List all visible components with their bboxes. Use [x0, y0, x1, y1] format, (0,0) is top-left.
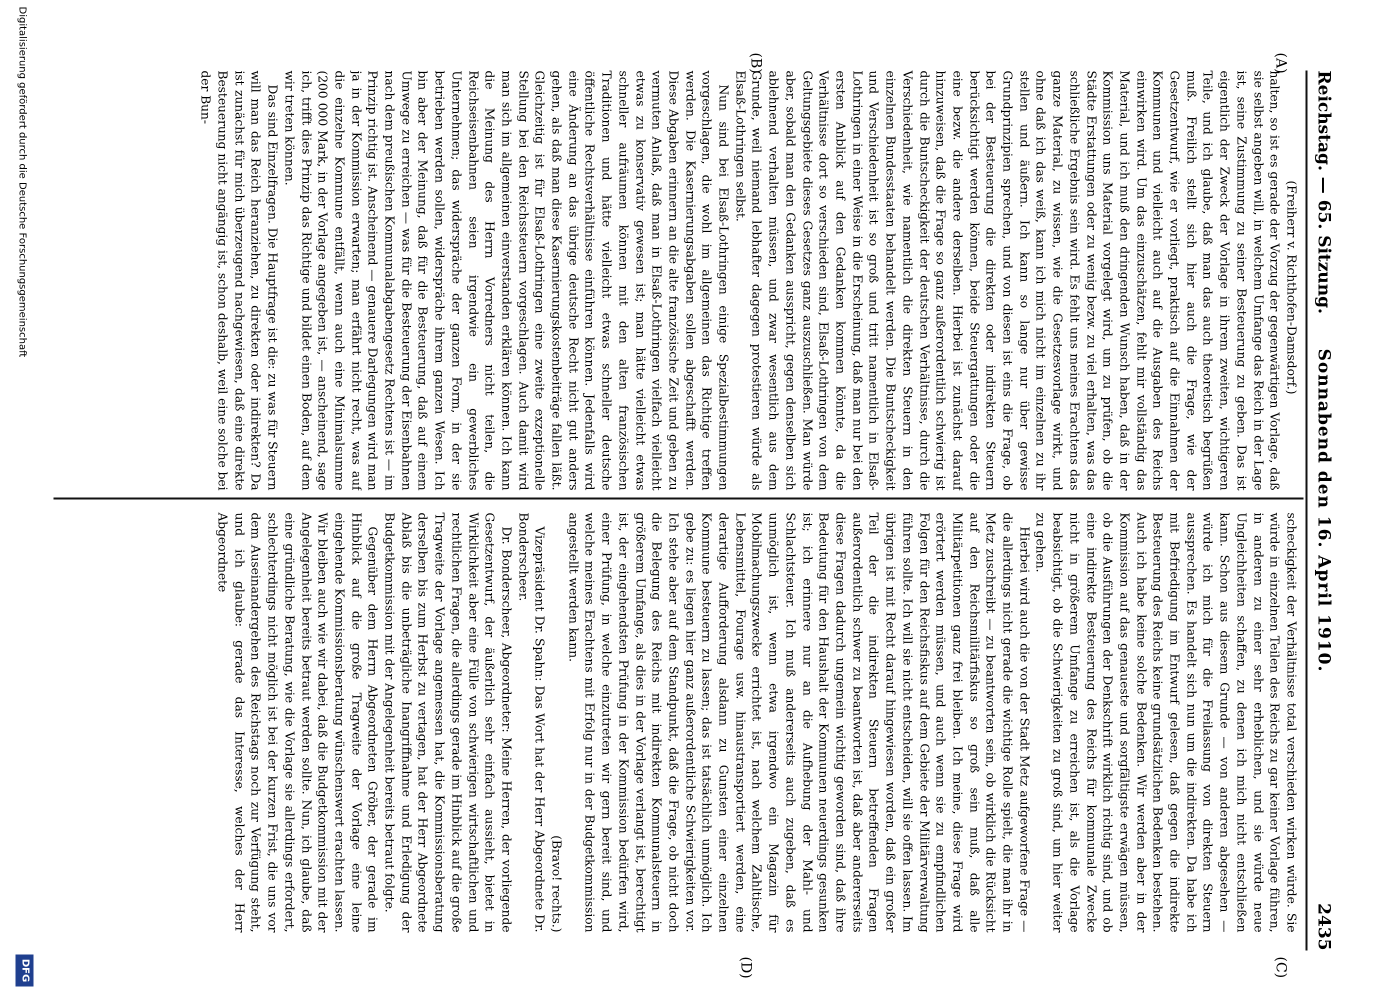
dfg-logo: DFG	[15, 955, 33, 987]
page	[0, 1, 1383, 1001]
right-paragraph: Hierbei wird auch die von der Stadt Metz aufgeworfene Frage — die allerdings nicht gerade die wichtige Rolle spielt, die man ihr in Metz zuschreibt — zu beantworten sein, ob wirklich die Rücksicht auf den Reichsmilitärfiskus so groß sein muß, daß alle Militärpetitionen ganz frei bleiben. Ich meine, diese Frage wird erörtert werden müssen, und auch wenn sie zu empfindlichen Folgen für den Reichsfiskus auf dem Gebiete der Militärverwaltung führen sollte. Ich will sie nicht entscheiden, will sie offen lassen. Im übrigen ist mit Recht darauf hingewiesen worden, daß ein großer Teil der die indirekten Steuern betreffenden Fragen außerordentlich schwer zu beantworten ist, daß aber andererseits diese Fragen dadurch ungemein wichtig geworden sind, daß ihre Bedeutung für den Haushalt der Kommunen neuerdings gesunken ist; ich erinnere nur an die Aufhebung der Mahl- und Schlachtsteuer. Ich muß andererseits auch zugeben, daß es unmöglich ist, wenn etwa irgendwo ein Magazin für Mobilmachungszwecke errichtet ist, nach welchem Zahltische, Lebensmittel, Fourage usw. hinaustransportiert werden, eine derartige Aufforderung alsdann zu Gunsten einer einzelnen Kommune besteuern zu lassen; das ist tatsächlich unmöglich. Ich gebe zu: es liegen hier ganz außerordentliche Schwierigkeiten vor. Ich stehe aber auf dem Standpunkt, daß die Frage, ob nicht doch die Belegung des Reichs mit indirekten Kommunalsteuern in größerem Umfange, als dies in der Vorlage verlangt ist, berechtigt ist, der eingehendsten Prüfung in der Kommission bedürfen wird, einer Prüfung, in welche einzutreten wir gern bereit sind, und welche meines Erachtens mit Erfolg nur in der Budgetkommission angestellt werden kann.	[565, 512, 1031, 933]
margin-mark-a: (A)	[1272, 52, 1288, 74]
margin-mark-c: (C)	[1272, 956, 1288, 979]
sponsor-footer	[5, 7, 35, 987]
header-left: Reichstag. — 65. Sitzung.	[1313, 70, 1333, 314]
margin-mark-d: (D)	[737, 956, 753, 979]
page-number: 2435	[1313, 903, 1333, 951]
page-header	[1307, 71, 1333, 951]
left-paragraph: Nun sind bei Elsaß-Lothringen einige Spezialbestimmungen vorgeschlagen, die wohl im allgemeinen das Richtige treffen werden. Die Kasernierungsabgaben sollen abgeschafft werden. Diese Abgaben erinnern an die alte französische Zeit und geben zu vermuten Anlaß, daß man in Elsaß-Lothringen vielfach vielleicht etwas zu konservativ gewesen ist; man hätte vielleicht etwas schneller aufräumen können mit den alten französischen Traditionen und hätte vielleicht etwas schneller deutsche öffentliche Rechtsverhältnisse einführen können. Jedenfalls wird eine Änderung an das übrige deutsche Recht nicht gut anders gehen, als daß man diese Kasernierungskostenbeiträge fallen läßt. Gleichzeitig ist für Elsaß-Lothringen eine zweite exzeptionelle Stellung bei den Reichssteuern vorgeschlagen. Auch damit wird man sich im allgemeinen einverstanden erklären können. Ich kann die Meinung des Herrn Vorredners nicht teilen, die Reichseisenbahnen seien irgendwie ein gewerbliches Unternehmen; das widerspräche der ganzen Form, in der sie betrieben werden sollen, widerspräche ihrem ganzen Wesen. Ich bin aber der Meinung, daß für die Besteuerung, daß auf einem Umwege zu erreichen — was für die Besteuerung der Eisenbahnen nach dem preußischen Kommunalabgabengesetz Rechtens ist — im Prinzip richtig ist. Anscheinend — genauere Darlegungen wird man ja in der Kommission erwarten; man erfährt nicht recht, was auf die einzelne Kommune entfällt, wenn auch eine Minimalsumme (200 000 Mark, in der Vorlage angegeben ist, — anscheinend, sage ich, trifft dies Prinzip das Richtige und bildet einen Boden, auf dem wir treten können.	[281, 70, 731, 491]
applause-note: (Bravo! rechts.)	[549, 835, 564, 933]
speaker-intro: Dr. Bonderscheer, Abgeordneter: Meine Herren, der vorliegende Gesetzentwurf, der äußerlich sehr einfach aussieht, bietet in Wirklichkeit aber eine Fülle von schwierigen wirtschaftlichen und rechtlichen Fragen, die allerdings gerade im Hinblick auf die große Tragweite der Vorlage angemessen hat, die Kommissionsberatung derselben bis zum Herbst zu vertagen, hat der Herr Abgeordnete Ablaß bis die unbeträgliche Inangriffnahme und Erledigung der Budgetkommission mit der Angelegenheit bereits betraut folgte.	[382, 512, 513, 933]
header-date: Sonnabend den 16. April 1910.	[1313, 348, 1333, 673]
vice-president-line: Vizepräsident Dr. Spahn: Das Wort hat der Herr Abgeordnete Dr. Bonderscheer.	[515, 512, 547, 933]
left-paragraph: Das sind Einzelfragen. Die Hauptfrage ist die: zu was für Steuern will man das Reich heranziehen, zu direkten oder indirekten? Da ist zunächst für mich überzeugend nachgewiesen, daß eine direkte Besteuerung nicht angängig ist, schon deshalb, weil eine solche bei der Bun-	[198, 70, 280, 491]
right-paragraph: Gegenüber dem Herrn Abgeordneten Gröber, der gerade im Hinblick auf die große Tragweite der Vorlage eine leine eingehende Kommissionsberatung wünschenswert erachten lassen. Wir bleiben auch wie wir dabei, daß die Budgetkommission mit der Angelegenheit bereits betraut werden sollte. Nun, ich glaube, daß eine gründliche Beratung, wie die Vorlage sie allerdings erfordert, schlechterdings nicht möglich ist bei der kurzen Frist, die uns vor dem Auseinandergehen des Reichstags noch zur Verfügung steht, und ich glaube: gerade das Interesse, welches der Herr Abgeordnete	[215, 512, 380, 933]
left-paragraph: halten, so ist es gerade der Vorzug der gegenwärtigen Vorlage, daß sie selbst angeben will, in welchem Umfange das Reich in der Lage ist, seine Zustimmung zu seiner Besteuerung zu geben. Das ist eigentlich der Zweck der Vorlage in ihrem zweiten, wichtigeren Teile, und ich glaube, daß man das auch theoretisch begrüßen muß. Freilich stellt sich hier auch die Frage, wie der Gesetzentwurf, wie er vorliegt, praktisch auf die Einnahmen der Kommunen und vielleicht auch auf die Ausgaben des Reichs einwirken wird. Um das einzuschätzen, fehlt mir vollständig das Material, und ich muß den dringenden Wunsch haben, daß in der Kommission uns Material vorgelegt wird, um zu prüfen, ob die Städte Erstattungen oder zu wenig bezw. zu viel erhalten, was das schließliche Ergebnis sein wird. Es fehlt uns meines Erachtens das ganze Material, zu wissen, wie die Gesetzesvorlage wirkt, und ohne daß ich das weiß, kann ich mich nicht im einzelnen zu ihr stellen und äußern. Ich kann so lange nur über gewisse Grundprinzipien sprechen, und von diesen ist eins die Frage, ob bei der Besteuerung die direkten oder indirekten Steuern berücksichtigt werden können, beide Steuergattungen oder die eine bezw. die andere derselben. Hierbei ist zunächst darauf hinzuweisen, daß die Frage so ganz außerordentlich schwierig ist durch die Buntscheckigkeit der deutschen Verhältnisse, durch die Verschiedenheit, wie namentlich die direkten Steuern in den einzelnen Bundesstaaten behandelt werden. Die Buntscheckigkeit und Verschiedenheit ist so groß und tritt namentlich in Elsaß-Lothringen in einer Weise in die Erscheinung, daß man nur bei den ersten Anblick auf den Gedanken kommen könnte, da die Verhältnisse dort so verschieden sind, Elsaß-Lothringen von dem Geltungsgebiete dieses Gesetzes ganz auszuschließen. Man würde aber, sobald man den Gedanken ausspricht, gegen denselben sich ablehnend verhalten müssen, und zwar wesentlich aus dem Grunde, weil niemand lebhafter dagegen protestieren würde als Elsaß-Lothringen selbst.	[732, 70, 1282, 491]
sponsor-text: Digitalisierung gefördert durch die Deutsche Forschungsgemeinschaft	[16, 6, 27, 358]
right-paragraph: scheckigkeit der Verhältnisse total verschieden wirken würde. Sie würde in einzelnen Teilen des Reichs zu gar keiner Vorlage führen, in anderen zu einer sehr erheblichen, und sie würde neue Ungleichheiten schaffen, zu denen ich mich nicht entschließen kann. Schon aus diesem Grunde — von anderen abgesehen — würde ich mich für die Freilassung von direkten Steuern aussprechen. Es handelt sich nun um die indirekten. Da habe ich mit Befriedigung im Entwurf gelesen, daß gegen die indirekte Besteuerung des Reichs keine grundsätzlichen Bedenken bestehen. Auch ich habe keine solche Bedenken. Wir werden aber in der Kommission auf das genaueste und sorgfältigste erwägen müssen, ob die Ausführungen der Denkschrift wirklich richtig sind, und ob eine indirekte Besteuerung des Reichs für kommunale Zwecke nicht in größerem Umfange zu erreichen ist, als die Vorlage beabsichtigt, ob die Schwierigkeiten zu groß sind, um hier weiter zu gehen.	[1033, 512, 1298, 933]
speaker-tag: (Freiherr v. Richthofen-Damsdorf.)	[1284, 180, 1298, 395]
left-column	[49, 71, 1299, 491]
header-rule	[1305, 71, 1307, 951]
margin-mark-b: (B)	[747, 52, 763, 74]
column-divider	[53, 498, 1303, 500]
right-column	[49, 513, 1299, 933]
